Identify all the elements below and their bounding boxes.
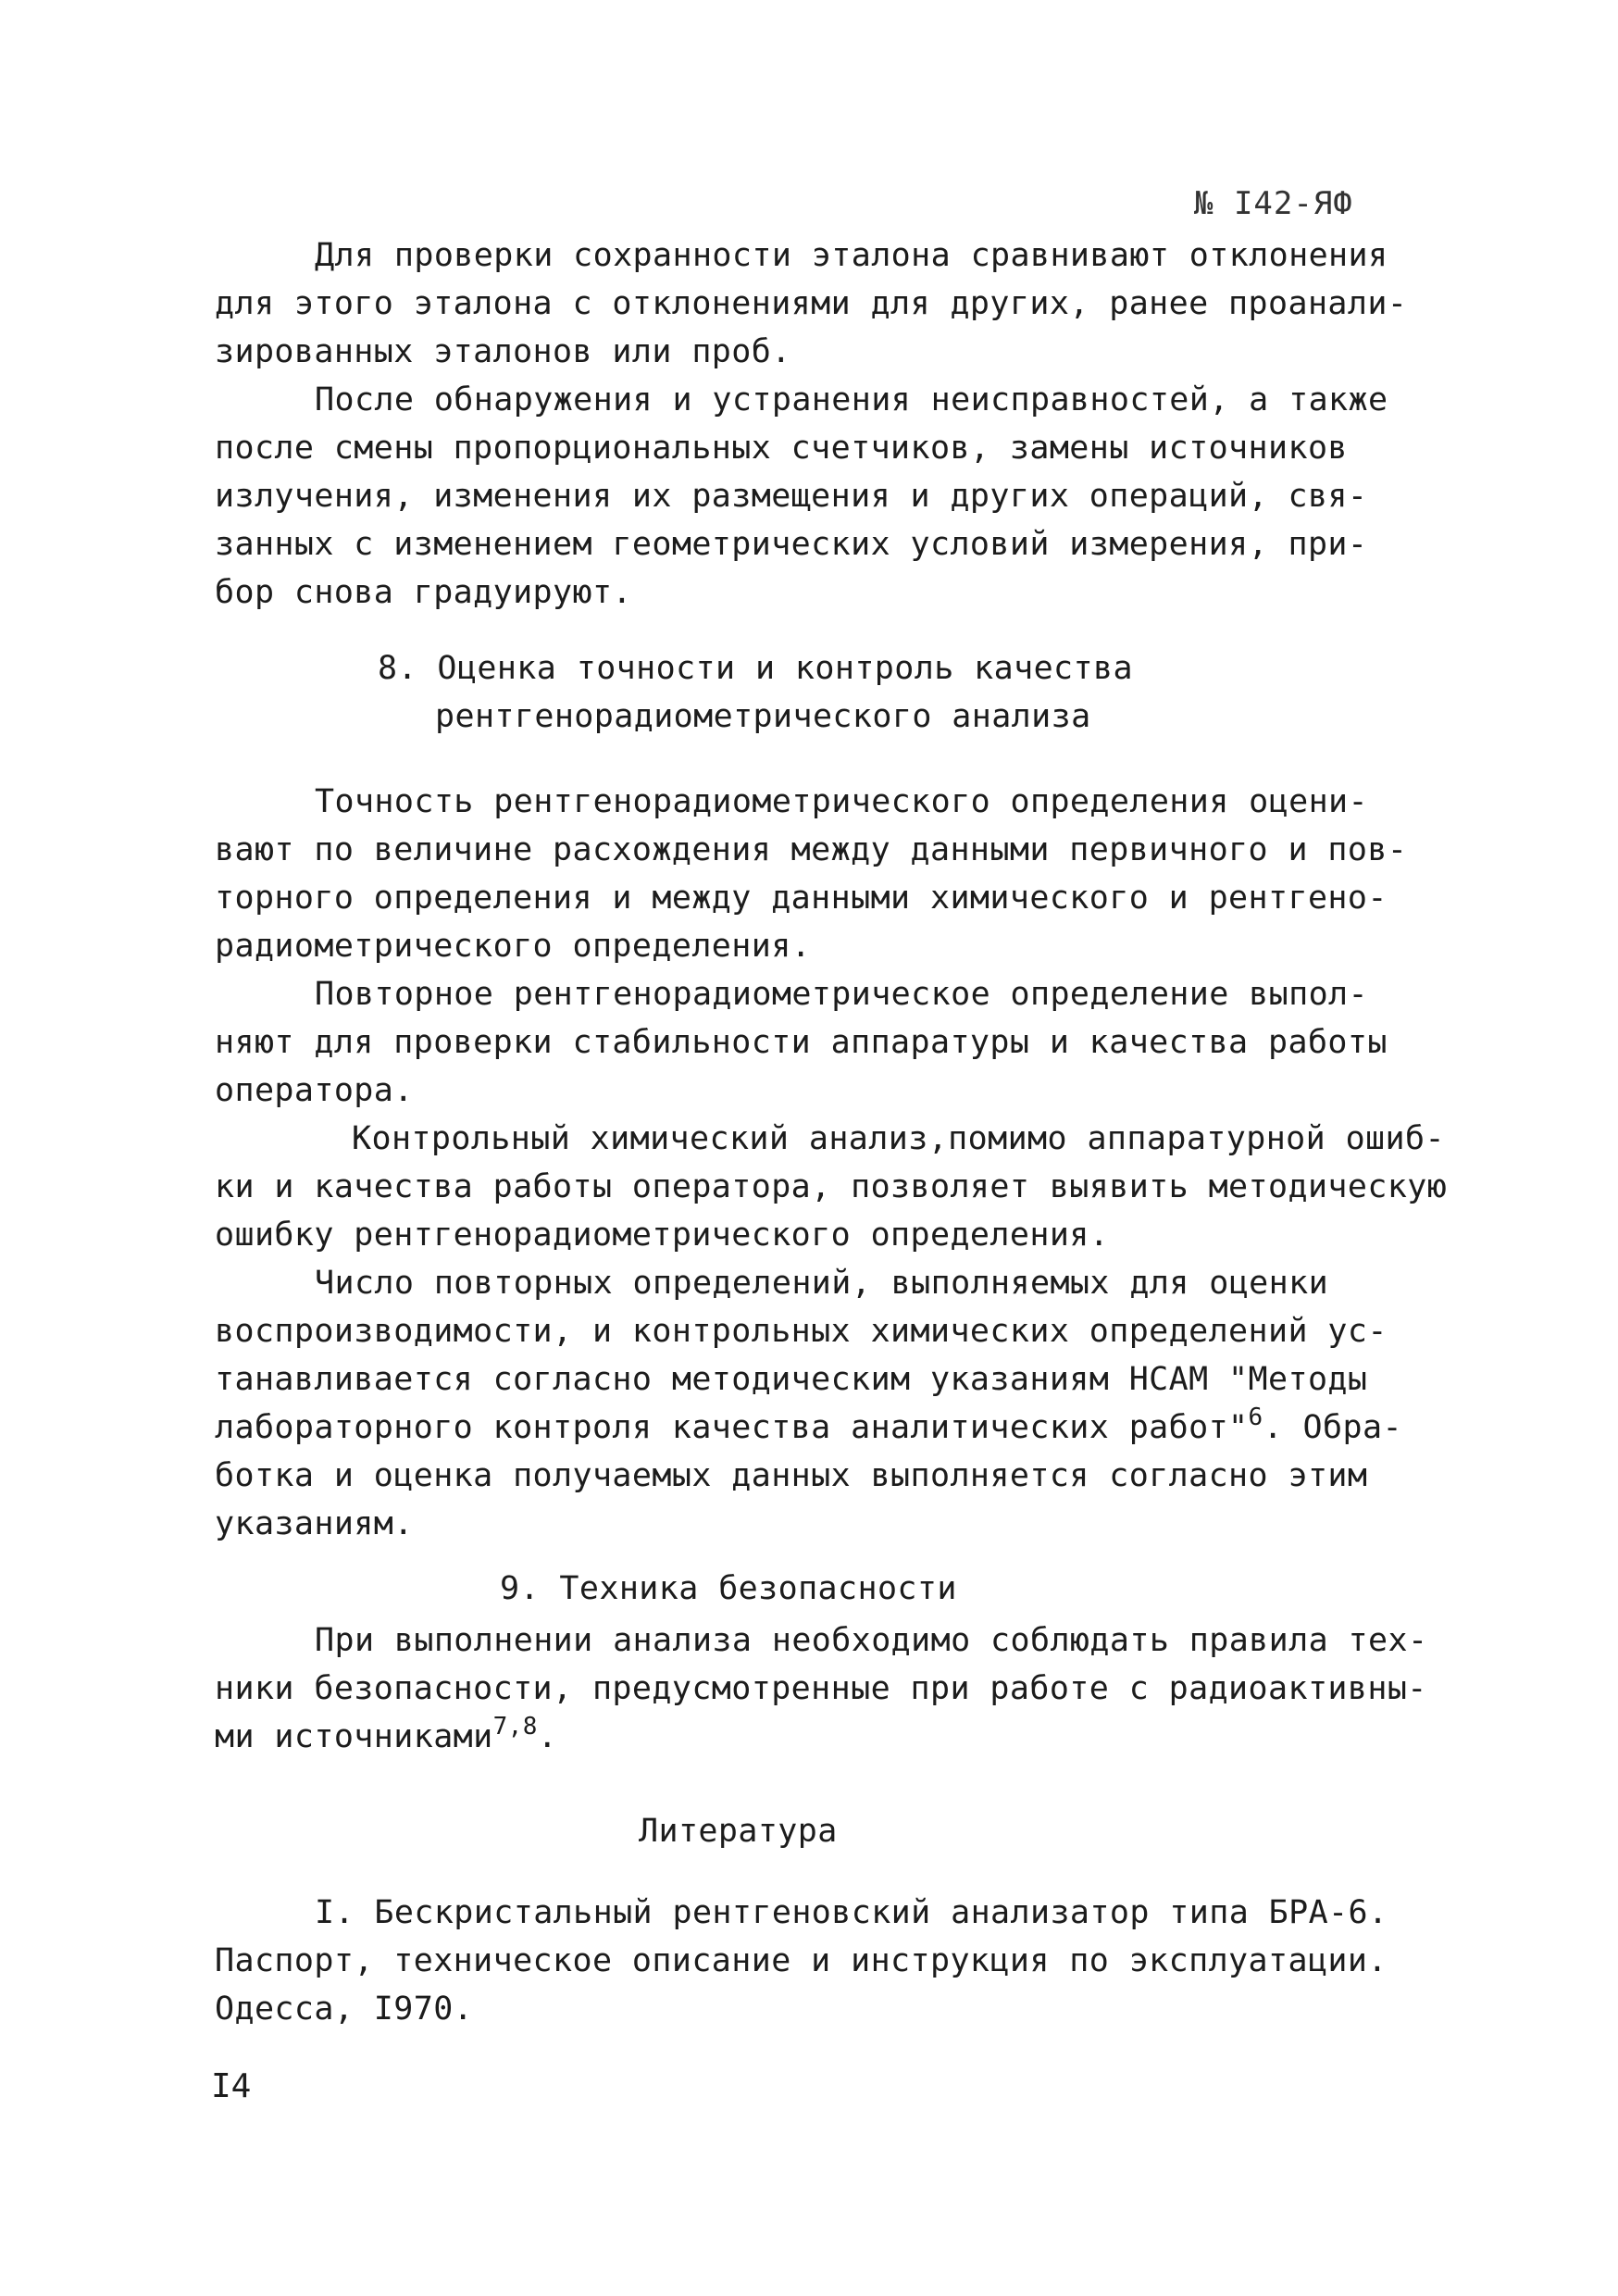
- paragraph-text: . Обра-: [1263, 1409, 1402, 1446]
- paragraph-line: Для проверки сохранности эталона сравнивают отклонения: [315, 237, 1388, 274]
- section-9-title: 9. Техника безопасности: [500, 1570, 957, 1607]
- footnote-ref: 7,8: [492, 1713, 538, 1741]
- document-number: № I42-ЯФ: [1194, 185, 1353, 222]
- paragraph-line: ники безопасности, предусмотренные при работе с радиоактивны-: [215, 1670, 1427, 1707]
- paragraph-line: после смены пропорциональных счетчиков, замены источников: [215, 430, 1348, 467]
- footnote-ref: 6: [1248, 1404, 1263, 1431]
- paragraph-line: танавливается согласно методическим указаниям НСАМ "Методы: [215, 1361, 1368, 1398]
- paragraph-line: указаниям.: [215, 1505, 414, 1542]
- section-8-title: рентгенорадиометрического анализа: [435, 698, 1091, 735]
- paragraph-line: Число повторных определений, выполняемых для оценки: [315, 1265, 1329, 1302]
- paragraph-line: зированных эталонов или проб.: [215, 333, 791, 370]
- reference-line: I. Бескристальный рентгеновский анализатор типа БРА-6.: [315, 1894, 1388, 1931]
- paragraph-text: ми источниками: [215, 1718, 493, 1755]
- paragraph-line: [215, 1404, 1402, 1452]
- literature-title: Литература: [639, 1813, 838, 1850]
- paragraph-line: оператора.: [215, 1072, 414, 1109]
- reference-line: Одесса, I970.: [215, 1990, 474, 2028]
- paragraph-line: Повторное рентгенорадиометрическое определение выпол-: [315, 976, 1369, 1013]
- paragraph-line: [215, 1713, 557, 1761]
- paragraph-line: ошибку рентгенорадиометрического определения.: [215, 1217, 1110, 1254]
- paragraph-line: няют для проверки стабильности аппаратуры и качества работы: [215, 1024, 1388, 1061]
- page-number: I4: [211, 2067, 252, 2105]
- paragraph-line: бор снова градуируют.: [215, 574, 632, 611]
- paragraph-line: При выполнении анализа необходимо соблюдать правила тех-: [315, 1622, 1428, 1659]
- paragraph-line: радиометрического определения.: [215, 928, 812, 965]
- paragraph-line: для этого эталона с отклонениями для других, ранее проанали-: [215, 285, 1408, 322]
- paragraph-text: .: [537, 1718, 558, 1755]
- paragraph-line: Контрольный химический анализ,помимо аппаратурной ошиб-: [352, 1120, 1445, 1157]
- paragraph-line: Точность рентгенорадиометрического определения оцени-: [315, 783, 1369, 820]
- paragraph-line: вают по величине расхождения между данными первичного и пов-: [215, 831, 1408, 868]
- paragraph-line: воспроизводимости, и контрольных химических определений ус-: [215, 1313, 1388, 1350]
- paragraph-line: ботка и оценка получаемых данных выполняется согласно этим: [215, 1457, 1368, 1494]
- paragraph-line: После обнаружения и устранения неисправностей, а также: [315, 381, 1388, 418]
- paragraph-line: ки и качества работы оператора, позволяет выявить методическую: [215, 1168, 1448, 1205]
- section-8-title: 8. Оценка точности и контроль качества: [378, 650, 1133, 687]
- paragraph-line: торного определения и между данными химического и рентгено-: [215, 880, 1388, 917]
- paragraph-text: лабораторного контроля качества аналитических работ": [215, 1409, 1249, 1446]
- paragraph-line: занных с изменением геометрических условий измерения, при-: [215, 526, 1368, 563]
- reference-line: Паспорт, техническое описание и инструкция по эксплуатации.: [215, 1942, 1388, 1979]
- paragraph-line: излучения, изменения их размещения и других операций, свя-: [215, 478, 1368, 515]
